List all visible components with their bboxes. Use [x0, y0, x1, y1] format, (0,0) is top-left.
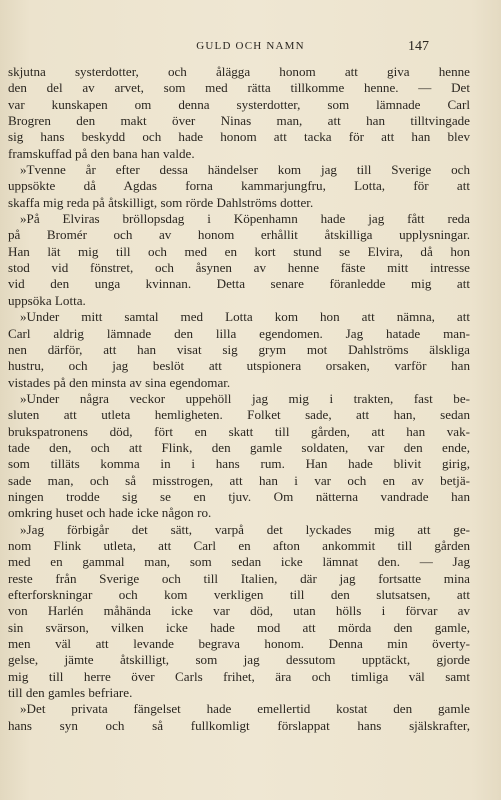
text-line: skjutna systerdotter, och ålägga honom att giva henne: [8, 64, 470, 79]
text-line: sade man, och så misstrogen, att han i var och en av betjä-: [8, 472, 470, 488]
text-line: men väl att levande begrava honom. Denna min överty-: [8, 636, 470, 652]
text-line: var kunskapen om denna systerdotter, som lämnade Carl: [8, 96, 470, 112]
text-line: brukspatronens död, fört en skatt till gården, att han vak-: [8, 423, 470, 439]
text-line: efterforskningar och kom verkligen till den slutsatsen, att: [8, 587, 470, 602]
text-line: von Harlén måhända icke var död, utan hölls i förvar av: [8, 603, 470, 619]
text-line: Carl aldrig lämnade den lilla egendomen. Jag hatade man-: [8, 325, 470, 341]
text-line: sig hans beskydd och hade honom att tacka för att han blev: [8, 129, 470, 145]
text-line: »Under några veckor uppehöll jag mig i trakten, fast be-: [20, 390, 470, 406]
page-header: [0, 40, 501, 60]
text-line: ningen trodde sig se en tjuv. Om nätterna vandrade han: [8, 488, 470, 504]
text-line: reste från Sverige och till Italien, där jag fortsatte mina: [8, 570, 470, 586]
text-line: vistades på den minsta av sina egendomar.: [8, 374, 231, 390]
text-line: Han lät mig till och med en kort stund se Elvira, då hon: [8, 243, 470, 259]
text-line: den del av arvet, som med rätta tillkomme henne. — Det: [8, 80, 470, 96]
text-line: omkring huset och hade icke någon ro.: [8, 505, 212, 521]
text-line: stod vid fönstret, och åsynen av henne fäste mitt intresse: [8, 260, 470, 276]
text-line: tade den, och att Flink, den gamle soldaten, var den ende,: [8, 439, 470, 455]
text-line: med en gammal man, som sedan icke lämnat den. — Jag: [8, 554, 470, 570]
text-line: nen därför, att han visat sig grym mot Dahlströms älskliga: [8, 341, 470, 357]
text-line: »Det privata fängelset hade emellertid kostat den gamle: [20, 701, 470, 717]
text-line: »Under mitt samtal med Lotta kom hon att nämna, att: [20, 309, 470, 325]
text-line: »Tvenne år efter dessa händelser kom jag till Sverige och: [20, 162, 470, 178]
page-number: 147: [408, 39, 429, 54]
text-line: hans syn och så fullkomligt förslappat hans själskrafter,: [8, 717, 470, 733]
text-line: uppsöka Lotta.: [8, 292, 86, 308]
text-line: på Bromér och av honom erhållit åtskilliga upplysningar.: [8, 227, 470, 243]
text-line: hustru, och jag beslöt att utspionera orsaken, varför han: [8, 358, 470, 374]
text-line: »Jag förbigår det sätt, varpå det lyckades mig att ge-: [20, 521, 470, 537]
text-line: skaffa mig reda på åtskilligt, som rörde Dahlströms dotter.: [8, 194, 314, 210]
running-title: GULD OCH NAMN: [196, 40, 305, 52]
text-line: gelse, jämte åtskilligt, som jag dessutom upptäckt, gjorde: [8, 652, 470, 668]
text-line: uppsökte då Agdas forna kammarjungfru, Lotta, för att: [8, 178, 470, 194]
text-line: vid den unga kvinnan. Detta senare föranledde mig att: [8, 276, 470, 292]
text-line: framskuffad på den bana han valde.: [8, 145, 195, 161]
text-line: mig till herre över Carls frihet, ära och timliga väl samt: [8, 668, 470, 684]
text-line: Brogren den makt över Ninas man, att han tilltvingade: [8, 113, 470, 129]
body-text: [8, 64, 470, 734]
text-line: nom Flink utleta, att Carl en afton ankommit till gården: [8, 537, 470, 553]
text-line: sluten att utleta hemligheten. Folket sade, att han, sedan: [8, 407, 470, 423]
text-line: till den gamles befriare.: [8, 685, 133, 701]
text-line: »På Elviras bröllopsdag i Köpenhamn hade jag fått reda: [20, 211, 470, 227]
text-line: sin svärson, vilken icke hade mod att mörda den gamle,: [8, 619, 470, 635]
text-line: som tilläts komma in i hans rum. Han hade blivit girig,: [8, 456, 470, 472]
